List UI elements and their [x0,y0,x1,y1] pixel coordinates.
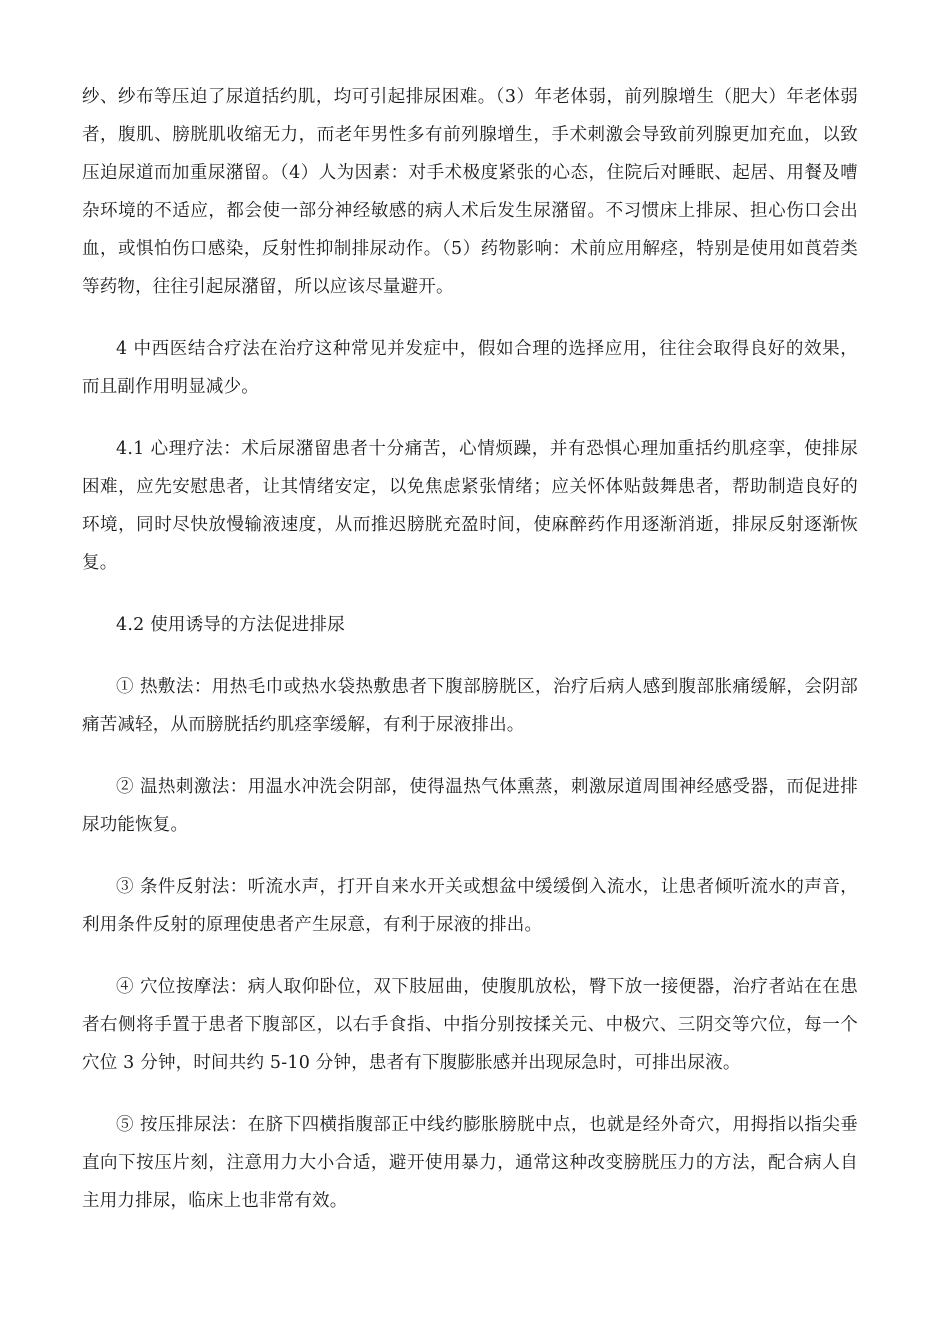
paragraph-method-pressure-urination: ⑤ 按压排尿法：在脐下四横指腹部正中线约膨胀膀胱中点，也就是经外奇穴，用拇指以指尖垂直向下按压片刻，注意用力大小合适，避开使用暴力，通常这种改变膀胱压力的方法，配合病人自主用力排尿，临床上也非常有效。 [82,1115,858,1211]
paragraph-method-conditioned-reflex: ③ 条件反射法：听流水声，打开自来水开关或想盆中缓缓倒入流水，让患者倾听流水的声音，利用条件反射的原理使患者产生尿意，有利于尿液的排出。 [82,877,858,935]
paragraph-section-4-2-heading: 4.2 使用诱导的方法促进排尿 [116,615,345,635]
paragraph-section-4-1: 4.1 心理疗法：术后尿潴留患者十分痛苦，心情烦躁，并有恐惧心理加重括约肌痉挛，使排尿困难，应先安慰患者，让其情绪安定，以免焦虑紧张情绪；应关怀体贴鼓舞患者，帮助制造良好的环境，同时尽快放慢输液速度，从而推迟膀胱充盈时间，使麻醉药作用逐渐消逝，排尿反射逐渐恢复。 [82,439,858,573]
paragraph-method-acupoint-massage: ④ 穴位按摩法：病人取仰卧位，双下肢屈曲，使腹肌放松，臀下放一接便器，治疗者站在在患者右侧将手置于患者下腹部区，以右手食指、中指分别按揉关元、中极穴、三阴交等穴位，每一个穴位 3 分钟，时间共约 5-10 分钟，患者有下腹膨胀感并出现尿急时，可排出尿液。 [82,977,858,1073]
paragraph-causes-continued: 纱、纱布等压迫了尿道括约肌，均可引起排尿困难。（3）年老体弱，前列腺增生（肥大）年老体弱者，腹肌、膀胱肌收缩无力，而老年男性多有前列腺增生，手术刺激会导致前列腺更加充血，以致压迫尿道而加重尿潴留。（4）人为因素：对手术极度紧张的心态，住院后对睡眠、起居、用餐及嘈杂环境的不适应，都会使一部分神经敏感的病人术后发生尿潴留。不习惯床上排尿、担心伤口会出血，或惧怕伤口感染，反射性抑制排尿动作。（5）药物影响：术前应用解痉，特别是使用如莨菪类等药物，往往引起尿潴留，所以应该尽量避开。 [82,87,858,297]
paragraph-method-warm-stimulation: ② 温热刺激法：用温水冲洗会阴部，使得温热气体熏蒸，刺激尿道周围神经感受器，而促进排尿功能恢复。 [82,777,858,835]
paragraph-section-4-intro: 4 中西医结合疗法在治疗这种常见并发症中，假如合理的选择应用，往往会取得良好的效果，而且副作用明显减少。 [82,339,858,397]
paragraph-method-hot-compress: ① 热敷法：用热毛巾或热水袋热敷患者下腹部膀胱区，治疗后病人感到腹部胀痛缓解，会阴部痛苦减轻，从而膀胱括约肌痉挛缓解，有利于尿液排出。 [82,677,858,735]
